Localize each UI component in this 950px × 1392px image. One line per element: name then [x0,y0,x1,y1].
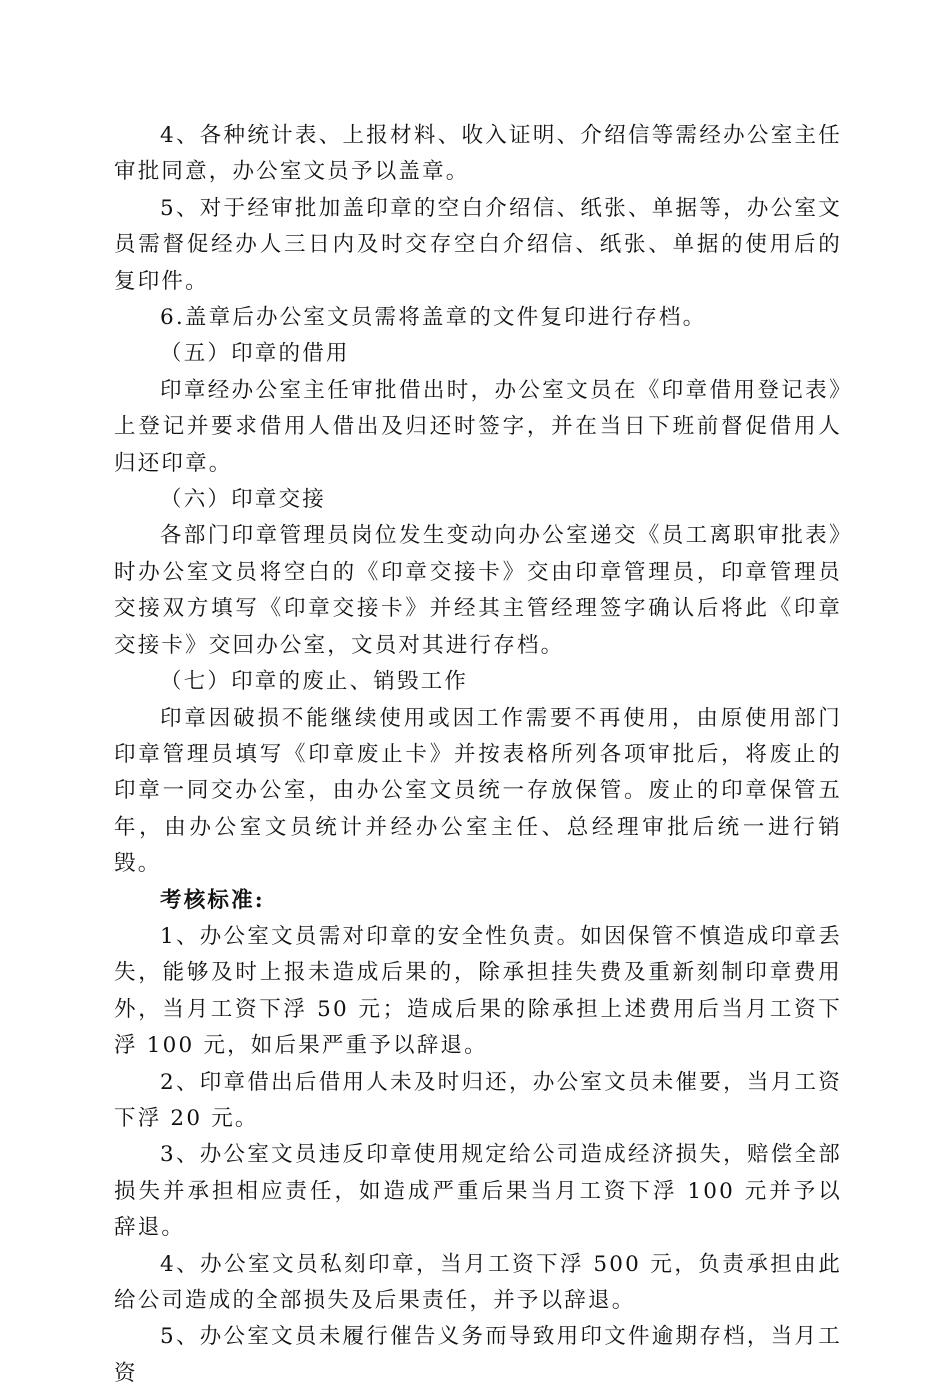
assessment-item-2: 2、印章借出后借用人未及时归还，办公室文员未催要，当月工资下浮 20 元。 [114,1069,842,1131]
section-heading-handover: （六）印章交接 [160,487,326,513]
paragraph-item-4: 4、各种统计表、上报材料、收入证明、介绍信等需经办公室主任审批同意，办公室文员予以盖章。 [114,123,842,185]
paragraph-borrowing: 印章经办公室主任审批借出时，办公室文员在《印章借用登记表》上登记并要求借用人借出及归还时签字，并在当日下班前督促借用人归还印章。 [114,377,842,476]
paragraph-handover: 各部门印章管理员岗位发生变动向办公室递交《员工离职审批表》时办公室文员将空白的《印章交接卡》交由印章管理员，印章管理员交接双方填写《印章交接卡》并经其主管经理签字确认后将此《印章交接卡》交回办公室，文员对其进行存档。 [114,523,842,658]
assessment-item-4: 4、办公室文员私刻印章，当月工资下浮 500 元，负责承担由此给公司造成的全部损失及后果责任，并予以辞退。 [114,1251,842,1313]
assessment-item-5: 5、办公室文员未履行催告义务而导致用印文件逾期存档，当月工资 [114,1324,842,1386]
section-heading-abolish: （七）印章的废止、销毁工作 [160,669,469,695]
assessment-item-1: 1、办公室文员需对印章的安全性负责。如因保管不慎造成印章丢失，能够及时上报未造成后果的，除承担挂失费及重新刻制印章费用外，当月工资下浮 50 元；造成后果的除承担上述费用后当月工资下浮 100 元，如后果严重予以辞退。 [114,923,842,1059]
section-heading-borrowing: （五）印章的借用 [160,341,350,367]
paragraph-item-6: 6.盖章后办公室文员需将盖章的文件复印进行存档。 [160,305,707,331]
paragraph-abolish: 印章因破损不能继续使用或因工作需要不再使用，由原使用部门印章管理员填写《印章废止卡》并按表格所列各项审批后，将废止的印章一同交办公室，由办公室文员统一存放保管。废止的印章保管五年，由办公室文员统计并经办公室主任、总经理审批后统一进行销毁。 [114,705,842,877]
assessment-heading: 考核标准: [160,887,265,913]
assessment-item-3: 3、办公室文员违反印章使用规定给公司造成经济损失，赔偿全部损失并承担相应责任，如造成严重后果当月工资下浮 100 元并予以辞退。 [114,1142,842,1241]
document-body [114,118,842,1392]
paragraph-item-5: 5、对于经审批加盖印章的空白介绍信、纸张、单据等，办公室文员需督促经办人三日内及时交存空白介绍信、纸张、单据的使用后的复印件。 [114,195,842,294]
